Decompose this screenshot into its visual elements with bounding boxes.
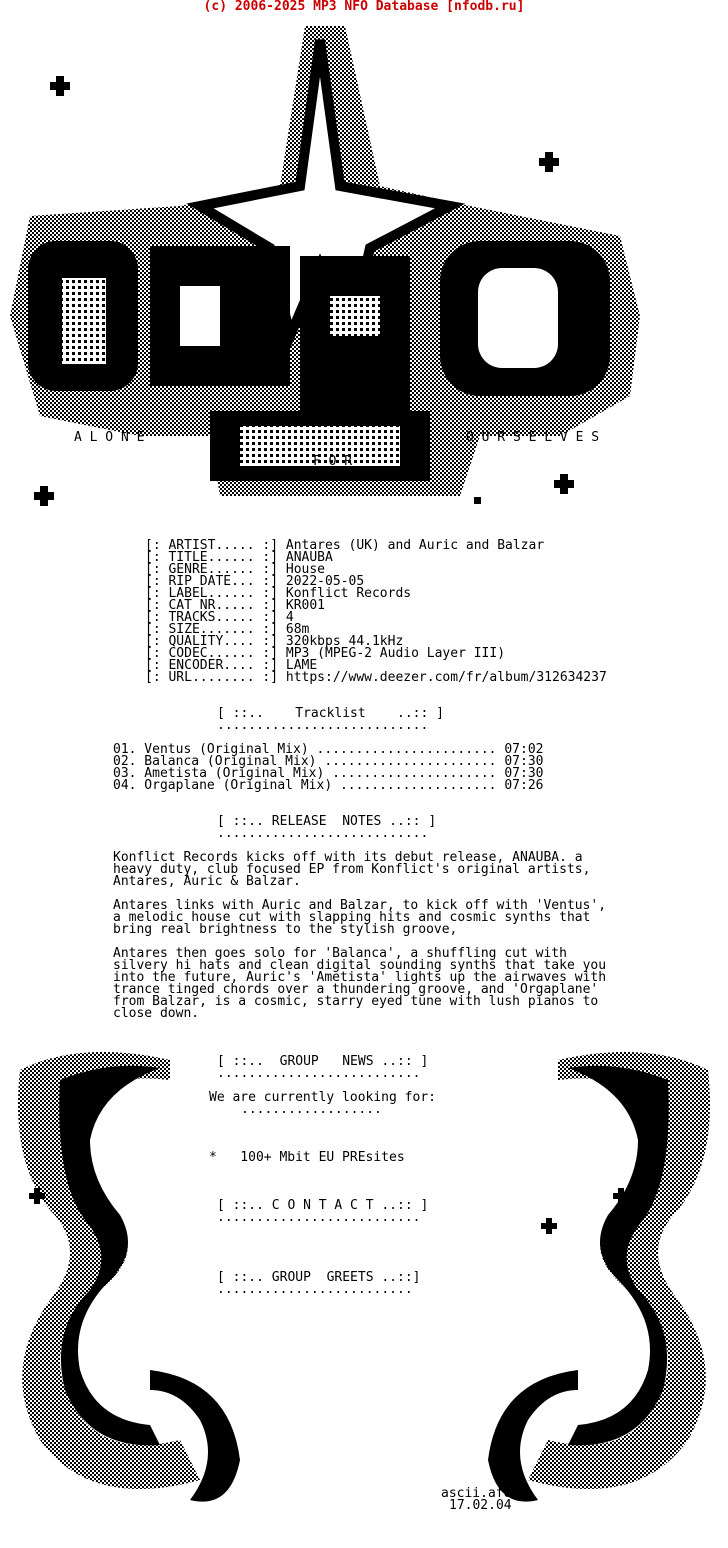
- notes-line: Konflict Records kicks off with its debut release, ANAUBA. a: [113, 850, 583, 865]
- info-rip-date: [: RIP DATE... :] 2022-05-05: [145, 574, 365, 589]
- notes-underline: ...........................: [217, 826, 429, 841]
- ascii-date: 17.02.04: [449, 1498, 512, 1513]
- news-item: * 100+ Mbit EU PREsites: [209, 1150, 405, 1165]
- greets-underline: .........................: [217, 1282, 413, 1297]
- greets-title: [ ::.. GROUP GREETS ..::]: [217, 1270, 421, 1285]
- notes-line: Antares then goes solo for 'Balanca', a shuffling cut with: [113, 946, 567, 961]
- info-tracks: [: TRACKS..... :] 4: [145, 610, 294, 625]
- track-row-3: 03. Ametista (Original Mix) ..................... 07:30: [113, 766, 544, 781]
- news-underline: ..........................: [217, 1066, 421, 1081]
- logo-word-alone: A L O N E: [74, 430, 145, 445]
- notes-line: into the future, Auric's 'Ametista' lights up the airwaves with: [113, 970, 607, 985]
- logo-word-for: F O R: [313, 454, 353, 469]
- notes-line: Antares links with Auric and Balzar, to kick off with 'Ventus',: [113, 898, 607, 913]
- info-url: [: URL........ :] https://www.deezer.com/fr/album/312634237: [145, 670, 607, 685]
- tracklist-title: [ ::.. Tracklist ..:: ]: [217, 706, 444, 721]
- info-encoder: [: ENCODER.... :] LAME: [145, 658, 318, 673]
- info-artist: [: ARTIST..... :] Antares (UK) and Auric and Balzar: [145, 538, 545, 553]
- info-quality: [: QUALITY.... :] 320kbps 44.1kHz: [145, 634, 404, 649]
- right-swirl: [488, 1052, 710, 1502]
- news-looking-for: We are currently looking for:: [209, 1090, 436, 1105]
- news-title: [ ::.. GROUP NEWS ..:: ]: [217, 1054, 429, 1069]
- notes-line: heavy duty, club focused EP from Konflict's original artists,: [113, 862, 591, 877]
- left-swirl: [18, 1052, 240, 1502]
- notes-line: a melodic house cut with slapping hits and cosmic synths that: [113, 910, 591, 925]
- track-row-2: 02. Balanca (Original Mix) ...................... 07:30: [113, 754, 544, 769]
- info-size: [: SIZE....... :] 68m: [145, 622, 310, 637]
- notes-line: silvery hi hats and clean digital sounding synths that take you: [113, 958, 607, 973]
- tracklist-underline: ...........................: [217, 718, 429, 733]
- notes-line: bring real brightness to the stylish groove,: [113, 922, 458, 937]
- info-codec: [: CODEC...... :] MP3 (MPEG-2 Audio Layer III): [145, 646, 506, 661]
- notes-line: Antares, Auric & Balzar.: [113, 874, 301, 889]
- ascii-artist-signature: ascii.afo: [441, 1486, 512, 1501]
- nfodb-copyright-link[interactable]: (c) 2006-2025 MP3 NFO Database [nfodb.ru]: [203, 0, 525, 14]
- info-label: [: LABEL...... :] Konflict Records: [145, 586, 412, 601]
- contact-title: [ ::.. C O N T A C T ..:: ]: [217, 1198, 429, 1213]
- notes-line: from Balzar, is a cosmic, starry eyed tune with lush pianos to: [113, 994, 599, 1009]
- notes-line: trance tinged chords over a thundering groove, and 'Orgaplane': [113, 982, 599, 997]
- track-row-4: 04. Orgaplane (Original Mix) .................... 07:26: [113, 778, 544, 793]
- notes-line: close down.: [113, 1006, 200, 1021]
- info-cat-nr: [: CAT NR..... :] KR001: [145, 598, 326, 613]
- news-looking-underline: ..................: [241, 1102, 382, 1117]
- logo-word-ourselves: O U R S E L V E S: [466, 430, 600, 445]
- contact-underline: ..........................: [217, 1210, 421, 1225]
- info-genre: [: GENRE...... :] House: [145, 562, 326, 577]
- track-row-1: 01. Ventus (Original Mix) ....................... 07:02: [113, 742, 544, 757]
- info-title: [: TITLE...... :] ANAUBA: [145, 550, 333, 565]
- notes-title: [ ::.. RELEASE NOTES ..:: ]: [217, 814, 437, 829]
